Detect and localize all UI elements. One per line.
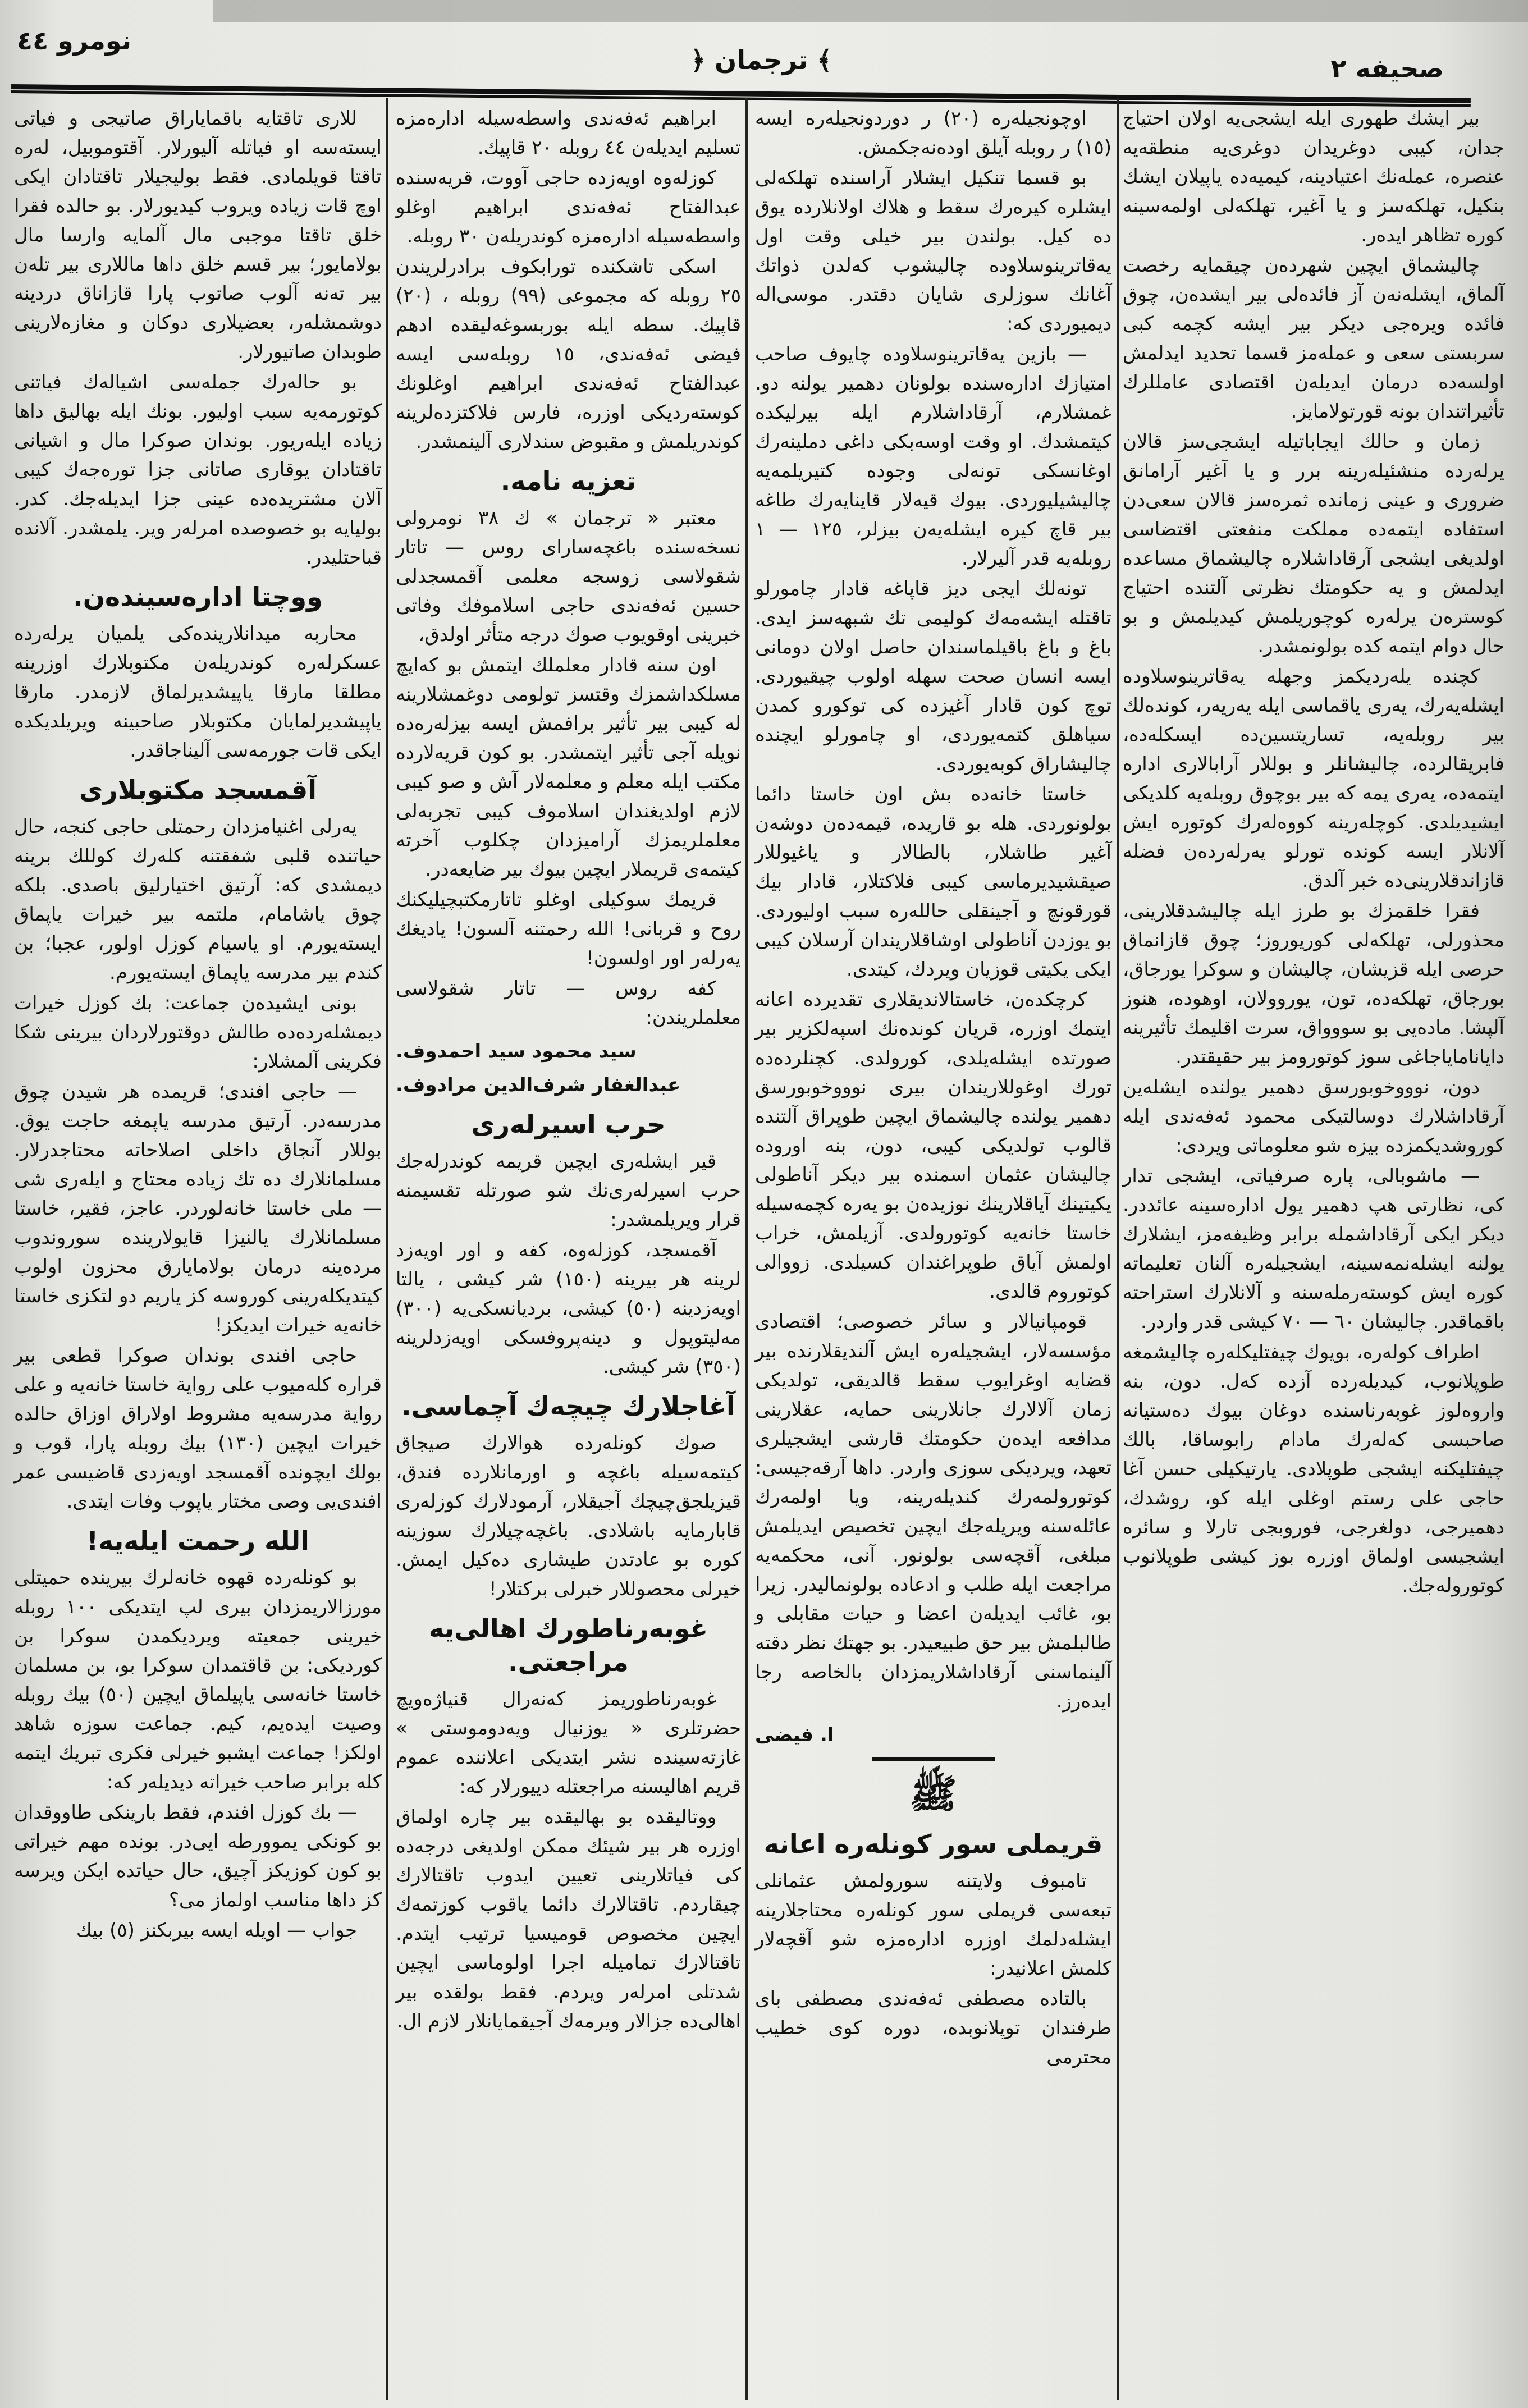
paragraph: دون، نوووخوبورسق دهمیر یولنده ایشله‌ین آرقاداشلارك دوسالتیكی محمود ئه‌فه‌ندی ایله كوروشدیكمزده بیزه شو معلوماتی ویردی: — [1123, 1076, 1504, 1157]
column-1 — [1123, 104, 1504, 1601]
article-heading: آغاجلارك چیچه‌ك آچماسی. — [401, 1391, 735, 1421]
paragraph: اون سنه قادار معلملك ایتمش بو كه‌ایچ مسلكداشمزك وقتسز تولومی دوغمشلارینه له كیبی بیر تأثیر برافمش ایسه بیزله‌ره‌ده نویله آجی تأثیر ایتمشدر. بو كون قریه‌لارده مكتب ایله معلم و معلمه‌لار آش و صو كیبی لازم اولدیغندان اسلاموف كیبی تجربه‌لی معلملریمزك آرامیزدان چكلوب آخرته كیتمه‌ی قریملار ایچین بیوك بیر ضایعه‌در. — [396, 654, 741, 881]
paragraph: بیر ایشك طهوری ایله ایشجی‌یه اولان احتیاج جدان، كیبی دوغریدان دوغری‌یه منطقه‌یه عنصره، عملەنك اعتیادینه، كیمیه‌ده یاپیلان ایشك بنكیل، تهلكه‌سز و یا آغیر، تهلكه‌لی اولمەسینه كوره تظاهر ایدەر. — [1123, 107, 1504, 246]
paragraph: حاجی افندی بوندان صوكرا قطعی بیر قراره كله‌میوب علی روایة خاستا خانه‌یه و علی روایة مدرسه‌یه مشروط اولاراق اوزاق حالده خیرات ایچین (١٣٠) بیك روبله پارا، قوب و بولك ایچونده آقمسجد اویه‌زدی قاضیسی عمر افندی‌یی وصی مختار یاپوب وفات ایتدی. — [14, 1344, 382, 1513]
paragraph: آقمسجد، كوزله‌وه، كفه و اور اویه‌زد لرینه هر بیرینه (١٥٠) شر كیشی ، یالتا اویه‌زدینه (٥٠) كیشی، بردیانسكی‌یه (٣٠٠) مه‌لیتوپول و دینه‌پروفسكی اویه‌زدلرینه (٣٥٠) شر كیشی. — [396, 1239, 741, 1378]
paragraph: كچنده یله‌ردیكمز وجهله یه‌قاترینوسلاوده ایشله‌یه‌رك، یه‌ری یاقماسی ایله یه‌ریه‌ر، كوندەلك بیر روبله‌یه، تساریتسین‌ده ایسكله‌ده، فابریقالرده، چالیشانلر و بوللار آرابالاری اداره ایتمه‌ده، یه‌ری یمه كه بیر بوچوق روبله‌یه كلدیكی ایشیدیلدی. كوچله‌رینه كووه‌له‌رك كوتوره ایش آلانلار ایسه كونده تورلو یه‌رله‌رده‌ن فضله قازاندقلارینی‌ده خبر آلدق. — [1123, 665, 1504, 892]
paragraph: زمان و حالك ایجاباتیله ایشجی‌سز قالان یرله‌رده منشئیله‌رینه برر و یا آغیر آرامانق ضروری و عینی زمانده ثمره‌سز قالان سعی‌دن استفاده ایتمه‌ده مملكت منفعتی اقتضاسی اولدیغی ایشجی آرقاداشلاره چالیشماق مساعده ایدلمش و یه حكومتك نظرتی آلتنده احتیاج كوستره‌ن یرله‌ره كوچوریلمش كیدیلمش و بو حال دوام ایتمه كده بولونمشدر. — [1123, 431, 1504, 657]
paragraph: اوچونجیله‌ره (٢٠) ر دوردونجیله‌ره ایسه (١٥) ر روبله آیلق اوده‌نه‌جكمش. — [755, 107, 1111, 159]
paragraph: اسكی تاشكنده تورابكوف برادرلریندن ٢٥ روبله كه مجموعی (٩٩) روبله ، (٢٠) قاپیك. سطه ایله بوربسوغه‌لیقده ادهم فیضی ئه‌فه‌ندی، ١٥ روبله‌سی ایسه عبدالفتاح ئه‌فه‌ندی ابراهیم اوغلونك كوستەردیكی اوزره، فارس فلاكتزده‌لرینه كوندریلمش و مقبوض سندلاری آلینمشدر. — [396, 255, 742, 453]
paragraph: كوزله‌وه اویه‌زده حاجی آووت، قریه‌سنده عبدالفتاح ئه‌فه‌ندی ابراهیم اوغلو واسطه‌سیله اداره‌مزه كوندریلەن ٣٠ روبله. — [396, 167, 741, 248]
paragraph: تونه‌لك ایجی دیز قاپاغه قادار چامورلو تاقتله ایشه‌مه‌ك كولیمی تك شبهه‌سز ایدی. باغ و باغ باقیلماسندان حاصل اولان دومانی ایسه انسان صحت سهله اولوب چیقیوردی. توچ كون قادار آغیزده كی توكورو كمدن سیاهلق كتمه‌یوردی، او چامورلو ایچنده چالیشاراق كوبه‌یوردی. — [755, 578, 1111, 775]
column-rule — [1117, 98, 1119, 2400]
paragraph: قریمك سوكیلی اوغلو تاتارمكتبچیلیكنك روح و قربانی! الله رحمتنه آلسون! یادیغك یه‌رلەر اور اولسون! — [396, 889, 741, 969]
paragraph: خاستا خانه‌ده بش اون خاستا دائما بولونوردی. هله بو قاریده، قیمه‌ده‌ن دوشه‌ن آغیر طاشلار، بالطالار و یاغیوللار صیقشیدیرماسی كیبی فلاكتلار، قادار بیك قورقونچ و آجینقلی حالله‌ره سبب اولیوردی. بو یوزدن آناطولی اوشاقلاریندان آرسلان كیبی ایكی یكیتی قوزیان ویردك، كیتدی. — [755, 783, 1111, 981]
paragraph: ابراهیم ئه‌فه‌ندی واسطه‌سیله اداره‌مزه تسلیم ایدیلەن ٤٤ روبله ٢٠ قاپیك. — [396, 107, 741, 159]
article-heading: ووچتا اداره‌سینده‌ن. — [73, 582, 323, 612]
column-3 — [396, 104, 741, 2037]
scan-edge-shadow — [213, 0, 1528, 22]
paragraph: كفه روس — تاتار شقولاسی معلملریندن: — [396, 977, 741, 1029]
article-heading: قریملی سور كونله‌ره اعانه — [763, 1829, 1103, 1859]
paragraph: بو قسما تنكیل ایشلار آراسنده تهلكه‌لی ایشلره كیره‌رك سقط و هلاك اولانلارده یوق ده كیل. بولندن بیر خیلی وقت اول یه‌قاترینوسلاوده چالیشوب كه‌لدن ذواتك آغانك سوزلری شایان دقتدر. موسی‌اله دیمیوردی كه: — [755, 167, 1111, 335]
paragraph: تامبوف ولایتنه سورولمش عثمانلی تبعه‌سی قریملی سور كونله‌ره محتاجلارینه ایشلەدلمك اوزره اداره‌مزه شو آقچه‌لار كلمش اعلانیدر: — [755, 1870, 1111, 1980]
separator-rule — [872, 1757, 995, 1761]
issue-number: نومرو ٤٤ — [17, 25, 131, 56]
ornament-icon: ﷺ — [909, 1771, 957, 1817]
article-heading: حرب اسیرله‌ری — [471, 1109, 666, 1139]
paragraph: قیر ایشله‌ری ایچین قریمه كوندرله‌جك حرب اسیرله‌ری‌نك شو صورتله تقسیمنه قرار ویریلمشدر: — [396, 1150, 741, 1231]
article-heading: غوبه‌رناطورك اهالی‌یه مراجعتی. — [428, 1613, 708, 1677]
paragraph: — بك كوزل افندم، فقط بارینكی طاووقدان بو كونكی یموورطه ایی‌در. بونده مهم خیراتی بو كون كوزیكز آچیق، حال حیاتده ایكن ویرسه كز داها مناسب اولماز می؟ — [14, 1801, 382, 1911]
paragraph: بونی ایشیده‌ن جماعت: بك كوزل خیرات دیمشله‌رده‌ده طالش دوقتورلاردان بیرینی شكا فكرینی آلمشلار: — [14, 992, 382, 1073]
paragraph: فقرا خلقمزك بو طرز ایله چالیشدقلارینی، محذورلی، تهلكه‌لی كوریوروز؛ چوق قازانماق حرصی ایله قزیشان، چالیشان و سوكرا یورجاق، بورجاق، تهلكه‌ده، تون، یوروولان، اوهوده، هنوز آلپشا. ماده‌یی بو سووواق، سرت اقلیمك تأثیرینه دایانامایاجاغی سوز كوتورومز بیر حقیقتدر. — [1123, 900, 1504, 1068]
paragraph: اطراف كوله‌ره، بویوك چیفتلیكله‌ره چالیشمغه طوپلانوب، كیدیله‌رده آزده كه‌ل. دون، بنه واروه‌لوز غوبه‌رناسنده دوغان بیوك ده‌ستیانه صاحبسی كه‌له‌رك مادام رابوساقا، بالك چیفتلیكنه ایشجی طوپلادی. یارتیكیلی حسن آغا حاجی علی رستم اوغلی ایله كو، روشدك، دهمیرجی، دولغرجی، فوروبجی تارلا و سائره ایشجیسی اولماق اوزره بوز كیشی طوپلانوب كوتوروله‌جك. — [1123, 1341, 1504, 1597]
paragraph: قومپانیالار و سائر خصوصی؛ اقتصادی مؤسسه‌لار، ایشجیله‌ره ایش آلندیقلارنده بیر قضایه اوغرایوب سقط قالدیقی، تولدیكی زمان آلالارك جانلارینی حمایه، عقلارینی مدافعه ایدەن حكومتك قارشی ایشجیلری تعهد، ویردیكی سوزی واردر. داها آرقه‌جیسی: كوتورولمه‌رك كندیله‌رینه، ویا اولمه‌رك عائله‌سنه ویریله‌جك ایچین تخصیص ایدیلمش مبلغی، آقچه‌سی بولونور. آنی، محكمه‌یه مراجعت ایله طلب و ادعاده بولونمالیدر. زیرا بو، غائب ایدیلەن اعضا و حیات مقابلی و طالبلمش بیر حق طبیعیدر. بو جهتك نظر دقته آلینماسنی آرقاداشلاریمزدان بالخاصه رجا ایده‌رز. — [755, 1311, 1111, 1713]
signature: ا. فیضی — [755, 1724, 834, 1746]
paragraph: كرچكده‌ن، خاستالاندیقلاری تقدیرده اعانه ایتمك اوزره، قریان كونده‌نك اسپه‌لكزیر بیر صورتده ایشلەیلدی، كورولدی. كچنلرده‌ده تورك اوغوللاریندان بیری نوووخوبورسق دهمیر یولنده چالیشماق ایچین طوپراق آلتنده قالوب تولدیكی كیبی، دون، بنه اوروده چالیشان عثمان اسمنده بیر دیكر آناطولی یكیتینك آیاقلارینك نوزیده‌ن بو یه‌ره كچمه‌سیله خاستا خانه‌یه كوتورولدی. آزیلمش، خراب اولمش آیاق طوپراغندان كسیلدی. زووالی كوتوروم قالدی. — [755, 988, 1111, 1303]
signature: سید محمود سید احمدوف. — [396, 1040, 637, 1063]
paragraph: بو كونله‌رده قهوه خانه‌لرك بیرینده حمیتلی مورزالاریمزدان بیری لپ ایتدیكی ١٠٠ روبله خیرینی جمعیته ویردیكمدن سوكرا بن كوردیكی: بن قاقتمدان سوكرا بو، بن مسلمان خاستا خانه‌سی یاپیلماق ایچین (٥٠) بیك روبله وصیت ایده‌یم، كیم. جماعت سوزه شاهد اولكز! جماعت ایشبو خیرلی فكری تبریك ایتمه كله برابر صاحب خیراته دیدیلەر كه: — [14, 1567, 382, 1793]
paragraph: محاربه میدانلارینده‌كی یلمیان یرلەرده عسكرله‌ره كوندریله‌ن مكتوبلارك اوزرینه مطلقا مارقا یاپیشدیرلماق لازمدر. مارقا یاپیشدیرلمایان مكتوبلار صاحبینه ویریلدیكده ایكی قات جورمه‌سی آلیناجاقدر. — [14, 622, 382, 762]
paragraph: — حاجی افندی؛ قریمده هر شیدن چوق مدرسه‌در. آرتیق مدرسه یاپمغه حاجت یوق. بوللار آنجاق داخلی اصلاحاته محتاجدرلار. مسلمانلارك ده تك زیاده محتاج و ایله‌ری شی — ملی خاستا خانه‌لوردر. عاجز، فقیر، خاستا مسلمانلارك یالنیزا قایولارینده سوروندوب مرده‌ینه درمان بولامایارق محزون اولوب كیتدیكله‌رینی كوروسه كز یاریم دو لتكزی خاستا خانه‌یه خیرات ایدیكز! — [14, 1081, 382, 1336]
paragraph: ووتالیقده بو بهالیقده بیر چاره اولماق اوزره هر بیر شیئك ممكن اولدیغی درجه‌ده كی فیاتلارینی تعیین ایدوب تاقتالارك چیقاردم. تاقتالارك دائما یاقوب كوزتمه‌ك ایچین مخصوص قومیسیا ترتیب ایتدم. تاقتالارك تمامیله اجرا اولوماسی ایچین شدتلی امرلەر ویردم. فقط بولقده بیر اهالی‌ده جزالار ویرمەك آجیقمایانلار لازم ال. — [396, 1806, 741, 2032]
column-rule — [386, 98, 388, 2400]
paragraph: غوبه‌رناطوریمز كه‌نه‌رال قنیاژه‌ویچ حضرتلری « یوزنیال ویه‌دوموستی » غازته‌سینده نشر ایتدیكی اعلاننده عموم قریم اهالیسنه مراجعتله دییورلار كه: — [396, 1688, 741, 1798]
page-number: صحیفه ٢ — [1330, 53, 1444, 84]
newspaper-title: ﴾ ترجمان ﴿ — [690, 45, 832, 75]
paragraph: صوك كونله‌رده هوالارك صیجاق كیتمه‌سیله باغچه و اورمانلارده فندق، قیزیلجق‌چیچك آجیقلار، آرمودلارك كوزله‌ری قابارمایه باشلادی. باغچه‌چیلارك سوزینه كوره بو عادتدن طیشاری ده‌كیل ایمش. خیرلی محصوللار خبرلی بركتلار! — [396, 1432, 741, 1600]
article-heading: الله رحمت ایله‌یه! — [86, 1526, 309, 1556]
signature: عبدالغفار شرف‌الدین مرادوف. — [396, 1074, 681, 1096]
paragraph: معتبر « ترجمان » ك ٣٨ نومرولی نسخه‌سنده باغچه‌سارای روس — تاتار شقولاسی زوسجه معلمی آقمسجدلی حسین ئه‌فه‌ندی حاجی اسلاموفك وفاتی خبرینی اوقویوب صوك درجه متأثر اولدق، — [396, 507, 741, 646]
column-2 — [755, 104, 1111, 2073]
column-rule — [745, 98, 748, 2400]
paragraph: بو حالەرك جمله‌سی اشیالەك فیاتنی كوتورمه‌یه سبب اولیور. بونك ایله بهالیق داها زیاده ایله‌ریور. بوندان صوكرا مال و اشیانی تاقتادان یوقاری صاتانی جزا توره‌جه‌ك كیبی آلان مشتریده‌ده عینی جزا ایدیله‌جك. كدر. بولیایه بو خصوصده امرلەر ویر. یلمشدر. آلانده قباحتلیدر. — [14, 371, 382, 569]
paragraph: چالیشماق ایچین شهرده‌ن چیقمایه رخصت آلماق، ایشلەنه‌ن آز فائده‌لی بیر ایشده‌ن، چوق فائده ویره‌جی دیكر بیر ایشه كچمه كبی سربستی سعی و عملەمز قسما تحدید ایدلمش اولسه‌ده درمان ایدیله‌ن اقتصادی عامللرك تأثیراتندان بونه قورتولامایز. — [1123, 254, 1504, 423]
paragraph: — بازین یه‌قاترینوسلاوده چایوف صاحب امتیازك اداره‌سنده بولونان دهمیر یولنه دو. غمشلارم، آرقاداشلارم ایله بیرلیكده كیتمشدك. او وقت اوسه‌بكی داغی دملینه‌رك اوغانسكی تونەلی وجوده كتیریلمه‌یه چالیشیلیوردی. بیوك قیه‌لار قاینایه‌رك طاغه بیر قاچ كیره ایشله‌یه‌ن بیزلر، ١٢٥ — ١ روبله‌یه قدر آلیرلار. — [755, 343, 1111, 570]
column-4 — [14, 104, 382, 1946]
paragraph: بالتاده مصطفی ئه‌فه‌ندی مصطفی بای طرفندان توپلانوبده، دوره كوی خطیب محترمی — [755, 1988, 1111, 2068]
article-heading: آقمسجد مكتوبلاری — [79, 775, 317, 805]
paragraph: للاری تاقتایه باقمایاراق صاتیجی و فیاتی ایسته‌سه او فیاتله آلیورلار. آقتوموبیل، لەره تاقتا قویلمادی. فقط بولیجیلار تاقتادان ایكی اوچ قات زیاده ویروب كیدیورلار. بو حالده فقرا خلق تاقتا موجبی مال آلمایه وارسا مال بولامایور؛ بیر قسم خلق داها ماللاری بیر تله‌ن بیر ته‌نه آلوب صاتوب پارا قازاناق دردینه دوشمشلەر، بعضیلاری دوكان و مغازه‌لارینی طوبدان صاتیورلار. — [14, 107, 382, 363]
paragraph: جواب — اویله ایسه بیربكنز (٥) بیك — [76, 1919, 357, 1942]
article-heading: تعزیه نامه. — [500, 466, 637, 496]
paragraph: — ماشوبالی، پاره صرفیاتی، ایشجی تدار كی، نظارتی هپ دهمیر یول اداره‌سینه عائددر. دیكر ایكی آرقاداشمله برابر وظیفه‌مز، ایشلارك یولنه ایشله‌نمەسینه، ایشجیله‌ره آلنان تعلیماته كوره ایش كوستەرملەسنه و آلانلارك استراحته باقماقدر. چالیشان ٦٠ — ٧٠ كیشی قدر واردر. — [1123, 1165, 1504, 1333]
paragraph: یه‌رلی اغنیامزدان رحمتلی حاجی كنجه، حال حیاتنده قلبی شفقتنه كله‌رك كوللك برینه دیمشدی كه: آرتیق اختیارلیق باصدی. بلكه چوق یاشامام، ملتمه بیر خیرات یاپماق ایسته‌یورم. او یاسیام كوزل اولور، عجبا؛ بن كندم بیر مدرسه یاپماق ایسته‌یورم. — [14, 816, 382, 984]
